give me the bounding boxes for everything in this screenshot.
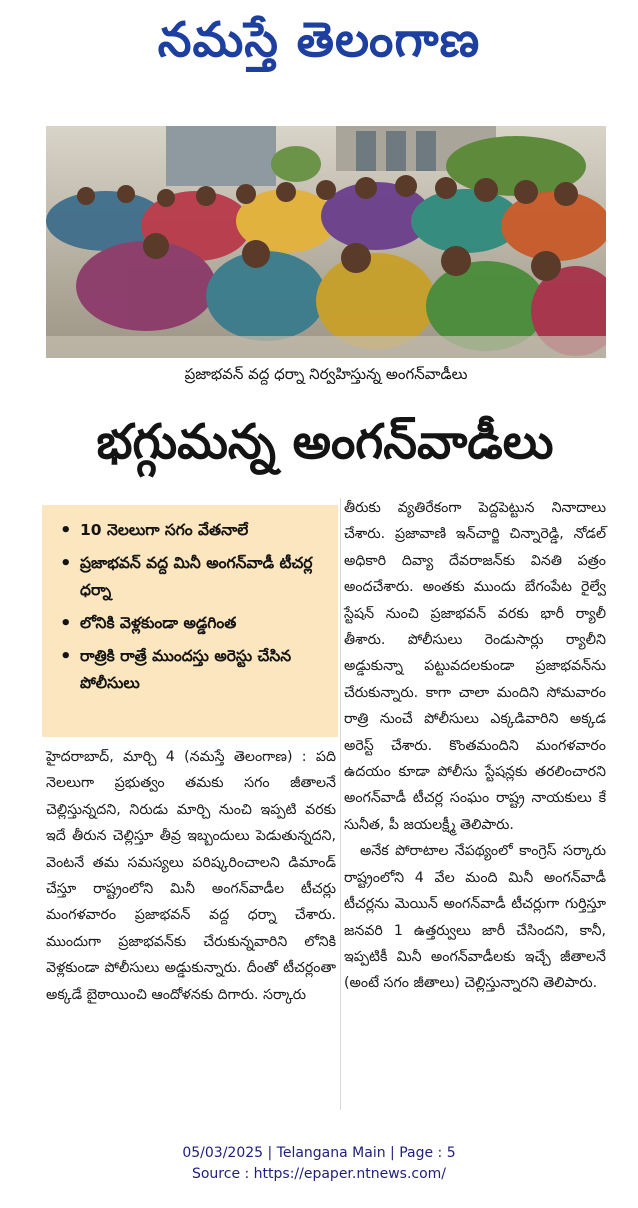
body-paragraph: హైదరాబాద్, మార్చి 4 (నమస్తే తెలంగాణ) : పది నెలలుగా ప్రభుత్వం తమకు సగం జీతాలనే చెల్లిస్తున్నదని, నిరుడు మార్చి నుంచి ఇప్పటి వరకు ఇదే తీరున చెల్లిస్తూ తీవ్ర ఇబ్బందులు పెడుతున్నదని, వెంటనే తమ సమస్యలు పరిష్కరించాలని డిమాండ్ చేస్తూ రాష్ట్రంలోని మినీ అంగన్‌వాడీల టీచర్లు మంగళవారం ప్రజాభవన్ వద్ద ధర్నా చేశారు. ముందుగా ప్రజాభవన్‌కు చేరుకున్నవారిని లోనికి వెళ్లకుండా పోలీసులు అడ్డుకున్నారు. దీంతో టీచర్లంతా అక్కడే బైఠాయించి ఆందోళనకు దిగారు. సర్కారు xyxy=(46,749,336,1003)
highlight-text: రాత్రికి రాత్రే ముందస్తు అరెస్టు చేసిన పోలీసులు xyxy=(80,647,292,692)
highlight-text: ప్రజాభవన్ వద్ద మినీ అంగన్‌వాడీ టీచర్ల ధర్నా xyxy=(80,554,313,599)
highlight-text: లోనికి వెళ్లకుండా అడ్డగింత xyxy=(80,614,237,632)
bullet-icon: • xyxy=(60,613,72,634)
photo-caption: ప్రజాభవన్ వద్ద ధర్నా నిర్వహిస్తున్న అంగన్‌వాడీలు xyxy=(184,365,468,383)
article-body-right xyxy=(344,495,606,997)
article-body-left xyxy=(46,744,336,1008)
highlight-item xyxy=(58,550,328,604)
column-divider xyxy=(340,498,341,1110)
source-link[interactable]: Source : https://epaper.ntnews.com/ xyxy=(191,1166,447,1182)
body-paragraph: తీరుకు వ్యతిరేకంగా పెద్దపెట్టున నినాదాలు చేశారు. ప్రజావాణి ఇన్‌చార్జి చిన్నారెడ్డి, నోడల్ అధికారి దివ్యా దేవరాజన్‌కు వినతి పత్రం అందచేశారు. అంతకు ముందు బేగంపేట రైల్వే స్టేషన్ నుంచి ప్రజాభవన్ వరకు భారీ ర్యాలీ తీశారు. పోలీసులు రెండుసార్లు ర్యాలీని అడ్డుకున్నా పట్టువదలకుండా ప్రజాభవన్‌ను చేరుకున్నారు. కాగా చాలా మందిని సోమవారం రాత్రి నుంచే పోలీసులు ఎక్కడివారిని అక్కడ అరెస్ట్ చేశారు. కొంతమందిని మంగళవారం ఉదయం కూడా పోలీసు స్టేషన్లకు తరలించారని అంగన్‌వాడీ టీచర్ల సంఘం రాష్ట్ర నాయకులు కే సునీత, పీ జయలక్ష్మీ తెలిపారు. xyxy=(344,500,606,833)
edition-info: 05/03/2025 | Telangana Main | Page : 5 xyxy=(182,1145,456,1161)
highlight-item xyxy=(58,517,328,544)
highlights-box xyxy=(42,505,338,737)
article-headline: భగ్గుమన్న అంగన్‌వాడీలు xyxy=(96,414,554,470)
news-photo xyxy=(46,126,606,358)
bullet-icon: • xyxy=(60,646,72,667)
page-footer xyxy=(0,1143,638,1185)
masthead-logo: నమస్తే తెలంగాణ xyxy=(157,12,481,68)
bullet-icon: • xyxy=(60,520,72,541)
highlight-text: 10 నెలలుగా సగం వేతనాలే xyxy=(80,521,249,539)
body-paragraph: అనేక పోరాటాల నేపథ్యంలో కాంగ్రెస్ సర్కారు రాష్ట్రంలోని 4 వేల మంది మినీ అంగన్‌వాడీ టీచర్లను మెయిన్ అంగన్‌వాడీ టీచర్లుగా గుర్తిస్తూ జనవరి 1 ఉత్తర్వులు జారీ చేసిందని, కానీ, ఇప్పటికీ మినీ అంగన్‌వాడీలకు ఇచ్చే జీతాలనే (అంటే సగం జీతాలు) చెల్లిస్తున్నారని తెలిపారు. xyxy=(344,843,606,992)
highlight-item xyxy=(58,643,328,697)
bullet-icon: • xyxy=(60,553,72,574)
highlight-item xyxy=(58,610,328,637)
